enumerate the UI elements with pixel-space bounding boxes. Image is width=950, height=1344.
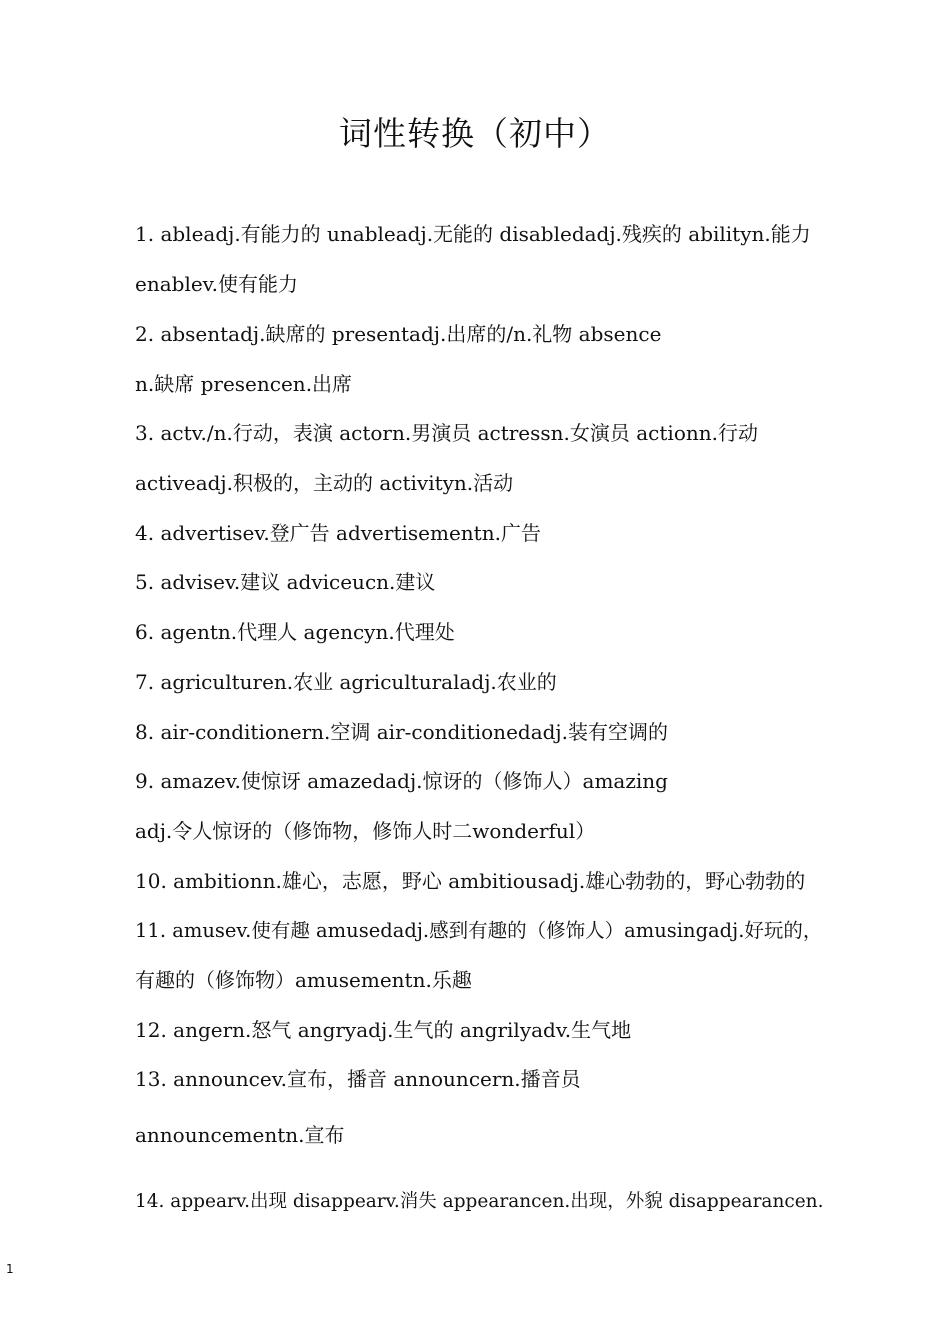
text-line: 9. amazev.使惊讶 amazedadj.惊讶的（修饰人）amazing [135, 769, 668, 793]
text-line: activeadj.积极的，主动的 activityn.活动 [135, 471, 514, 495]
text-line: enablev.使有能力 [135, 272, 298, 296]
text-line: 4. advertisev.登广告 advertisementn.广告 [135, 521, 541, 545]
text-line: 6. agentn.代理人 agencyn.代理处 [135, 620, 455, 644]
text-line: n.缺席 presencen.出席 [135, 372, 353, 396]
text-line: adj.令人惊讶的（修饰物，修饰人时二wonderful） [135, 819, 596, 843]
text-line: 2. absentadj.缺席的 presentadj.出席的/n.礼物 absence [135, 322, 662, 346]
text-line: 5. advisev.建议 adviceucn.建议 [135, 570, 436, 594]
text-line: 8. air-conditionern.空调 air-conditionedadj.装有空调的 [135, 720, 668, 744]
text-line: announcementn.宣布 [135, 1123, 345, 1147]
text-line: 3. actv./n.行动，表演 actorn.男演员 actressn.女演员 actionn.行动 [135, 421, 758, 445]
text-line: 14. appearv.出现 disappearv.消失 appearancen.出现，外貌 disappearancen. [135, 1191, 824, 1212]
text-line: 1. ableadj.有能力的 unableadj.无能的 disabledadj.残疾的 abilityn.能力 [135, 222, 811, 246]
text-line: 11. amusev.使有趣 amusedadj.感到有趣的（修饰人）amusingadj.好玩的， [135, 919, 823, 942]
page-title: 词性转换（初中） [339, 114, 611, 153]
text-line: 10. ambitionn.雄心，志愿，野心 ambitiousadj.雄心勃勃的，野心勃勃的 [135, 869, 806, 893]
text-line: 7. agriculturen.农业 agriculturaladj.农业的 [135, 670, 557, 694]
page-number: 1 [6, 1262, 14, 1276]
text-line: 12. angern.怒气 angryadj.生气的 angrilyadv.生气地 [135, 1018, 632, 1042]
text-line: 13. announcev.宣布，播音 announcern.播音员 [135, 1067, 581, 1091]
text-line: 有趣的（修饰物）amusementn.乐趣 [135, 968, 472, 992]
